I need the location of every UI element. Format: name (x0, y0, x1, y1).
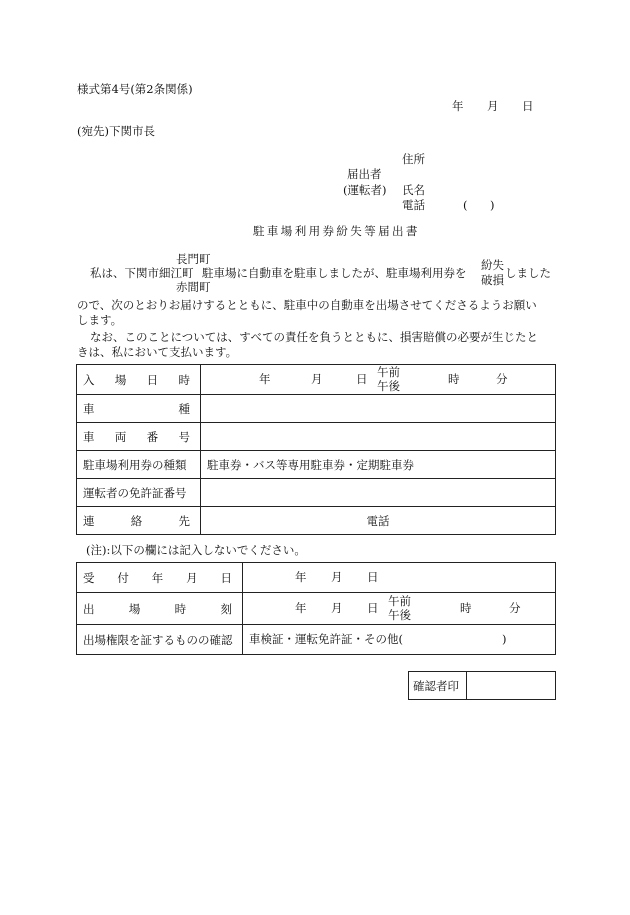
entry-year: 年 (259, 372, 271, 386)
document-title: 駐車場利用券紛失等届出書 (253, 224, 420, 238)
entry-hour: 時 (448, 372, 460, 386)
lot-option-akama: 赤間町 (176, 280, 211, 294)
row-vehicle-number (77, 423, 556, 451)
loss-option-damaged: 破損 (481, 273, 504, 287)
office-use-note: (注):以下の欄には記入しないでください。 (86, 543, 306, 557)
applicant-label: 届出者 (347, 167, 382, 181)
exit-pm: 午後 (388, 608, 411, 622)
exit-hour: 時 (460, 601, 472, 615)
vehicle-number-field[interactable] (201, 423, 556, 451)
contact-phone-label: 電話 (366, 513, 390, 528)
row-verify (77, 625, 556, 655)
body-line5: きは、私において支払います。 (77, 345, 238, 359)
row-exit-time (77, 593, 556, 625)
main-table (76, 364, 556, 535)
received-year: 年 (295, 570, 307, 584)
date-month: 月 (487, 99, 499, 113)
entry-day: 日 (356, 372, 368, 386)
phone-paren-open: ( (463, 198, 468, 212)
form-number: 様式第4号(第2条関係) (77, 82, 193, 96)
confirmer-stamp-box (408, 671, 556, 700)
phone-paren-close: ) (490, 198, 495, 212)
entry-month: 月 (311, 372, 323, 386)
received-date-cell[interactable] (243, 563, 556, 593)
vehicle-type-label: 車種 (83, 401, 190, 416)
body-line1-mid: 駐車場に自動車を駐車しましたが、駐車場利用券を (202, 266, 467, 280)
confirmer-stamp-field[interactable] (467, 672, 556, 700)
body-line1-pre: 私は、下関市細江町 (90, 266, 194, 280)
office-table (76, 562, 556, 655)
entry-time-label: 入場日時 (83, 372, 190, 387)
ticket-type-label: 駐車場利用券の種類 (83, 457, 187, 472)
body-line1-post: しました (505, 266, 551, 280)
verify-close: ) (502, 632, 507, 646)
verify-label: 出場権限を証するものの確認 (83, 632, 233, 647)
applicant-driver-label: (運転者) (343, 183, 387, 197)
exit-am: 午前 (388, 594, 411, 608)
exit-year: 年 (295, 601, 307, 615)
received-label: 受付年月日 (83, 570, 232, 585)
row-received (77, 563, 556, 593)
exit-month: 月 (331, 601, 343, 615)
exit-time-cell[interactable] (243, 593, 556, 625)
vehicle-type-field[interactable] (201, 395, 556, 423)
applicant-phone-label: 電話 (402, 198, 425, 212)
row-vehicle-type (77, 395, 556, 423)
exit-minute: 分 (509, 601, 521, 615)
entry-time-cell[interactable] (201, 365, 556, 395)
body-line4: なお、このことについては、すべての責任を負うとともに、損害賠償の必要が生じたと (90, 330, 539, 344)
loss-option-lost: 紛失 (481, 258, 504, 272)
row-contact (77, 507, 556, 535)
lot-option-nagato: 長門町 (176, 252, 211, 266)
date-day: 日 (522, 99, 534, 113)
verify-cell[interactable] (243, 625, 556, 655)
exit-time-label: 出場時刻 (83, 601, 232, 616)
received-month: 月 (331, 570, 343, 584)
row-ticket-type (77, 451, 556, 479)
body-line3: します。 (77, 313, 123, 327)
contact-phone-field[interactable] (201, 507, 556, 535)
entry-pm: 午後 (377, 379, 400, 393)
body-line2: ので、次のとおりお届けするとともに、駐車中の自動車を出場させてくださるようお願い (77, 298, 537, 312)
entry-minute: 分 (496, 372, 508, 386)
applicant-address-label: 住所 (402, 152, 425, 166)
received-day: 日 (367, 570, 379, 584)
addressee: (宛先)下関市長 (77, 124, 155, 138)
verify-value: 車検証・運転免許証・その他( (249, 632, 403, 646)
license-label: 運転者の免許証番号 (83, 485, 187, 500)
applicant-name-label: 氏名 (402, 183, 425, 197)
license-field[interactable] (201, 479, 556, 507)
exit-day: 日 (367, 601, 379, 615)
ticket-type-value[interactable]: 駐車券・バス等専用駐車券・定期駐車券 (201, 451, 556, 479)
date-year: 年 (452, 99, 464, 113)
confirmer-stamp-label: 確認者印 (409, 672, 467, 700)
entry-am: 午前 (377, 365, 400, 379)
vehicle-number-label: 車両番号 (83, 429, 190, 444)
contact-label: 連絡先 (83, 513, 190, 528)
row-entry-time (77, 365, 556, 395)
row-license (77, 479, 556, 507)
